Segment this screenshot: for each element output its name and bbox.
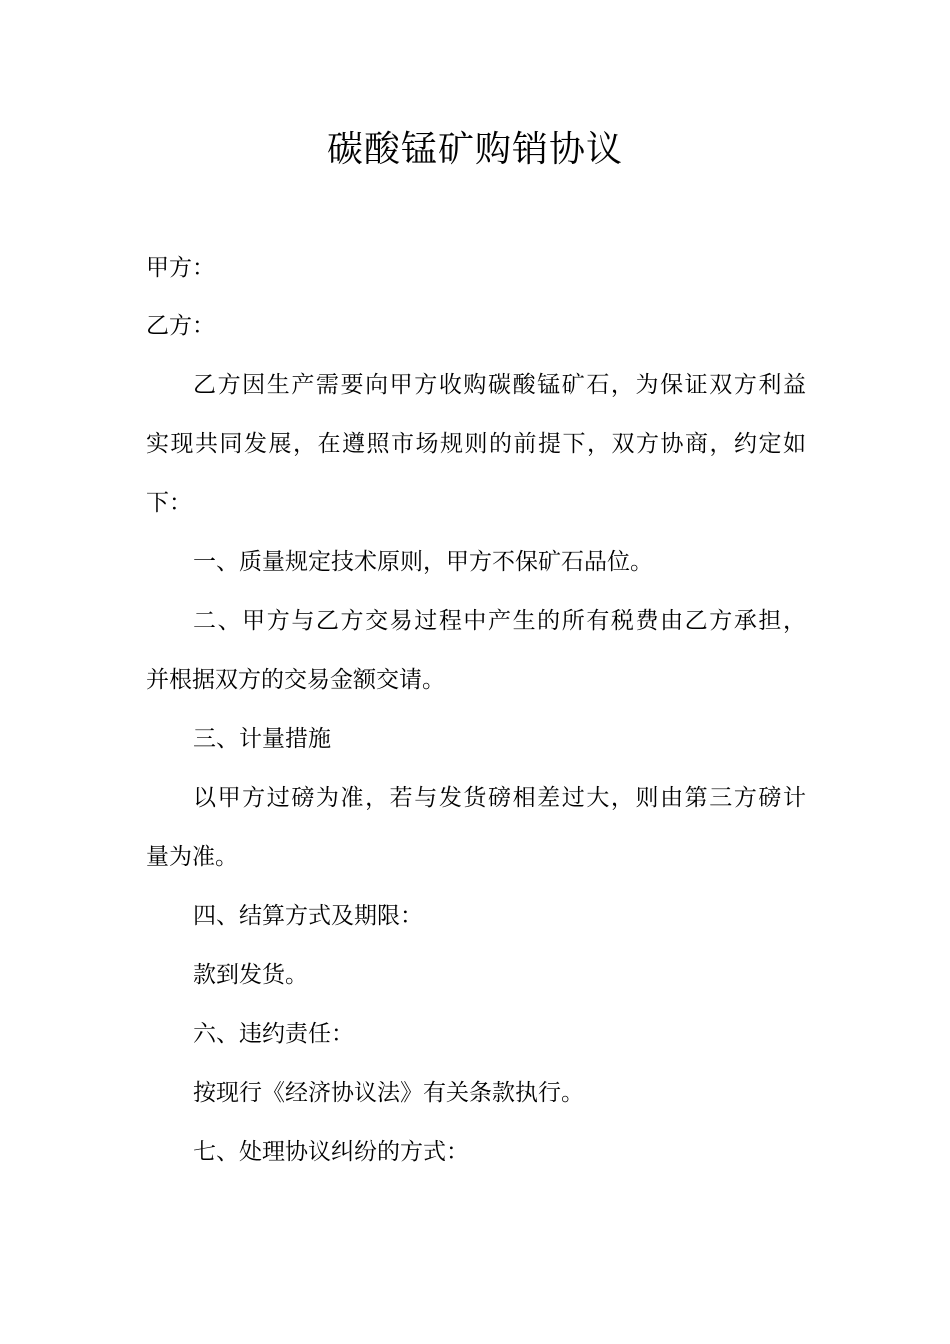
clause-3-body-line-1: 以甲方过磅为准，若与发货磅相差过大，则由第三方磅计 (193, 785, 806, 811)
clause-4-heading: 四、结算方式及期限： (193, 903, 423, 929)
preamble-line-3: 下： (146, 490, 192, 516)
clause-3-heading: 三、计量措施 (193, 726, 331, 752)
clause-6-heading: 六、违约责任： (193, 1021, 354, 1047)
clause-2-line-1: 二、甲方与乙方交易过程中产生的所有税费由乙方承担， (193, 608, 806, 634)
preamble-line-1: 乙方因生产需要向甲方收购碳酸锰矿石，为保证双方利益 (193, 372, 806, 398)
clause-2-line-2: 并根据双方的交易金额交请。 (146, 667, 445, 693)
clause-7-heading: 七、处理协议纠纷的方式： (193, 1139, 469, 1165)
preamble-line-2: 实现共同发展，在遵照市场规则的前提下，双方协商，约定如 (146, 431, 806, 457)
clause-1: 一、质量规定技术原则，甲方不保矿石品位。 (193, 549, 653, 575)
clause-3-body-line-2: 量为准。 (146, 844, 238, 870)
party-a-label: 甲方： (146, 255, 215, 281)
document-title: 碳酸锰矿购销协议 (326, 129, 623, 170)
clause-4-body: 款到发货。 (193, 962, 308, 988)
party-b-label: 乙方： (146, 313, 215, 339)
clause-6-body: 按现行《经济协议法》有关条款执行。 (193, 1080, 584, 1106)
